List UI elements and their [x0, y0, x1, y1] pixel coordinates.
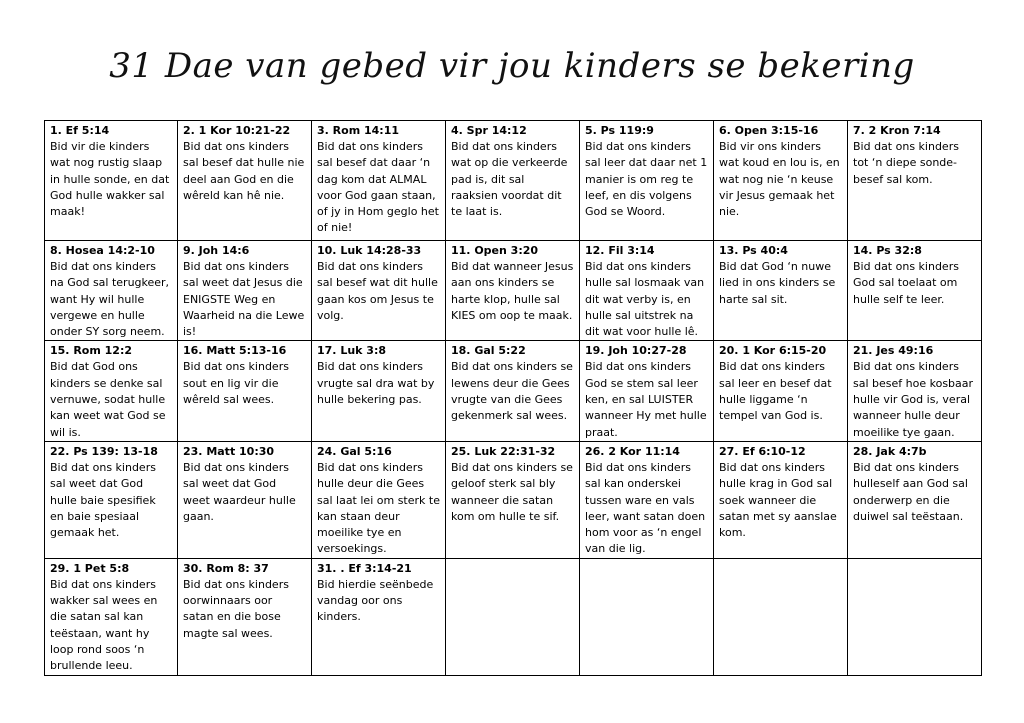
- calendar-row: [45, 121, 982, 241]
- day-reference: 22. Ps 139: 13-18: [50, 444, 158, 458]
- day-cell: [714, 241, 848, 341]
- day-cell: [848, 121, 982, 241]
- empty-cell: [580, 558, 714, 675]
- day-prayer-text: Bid dat ons kinders sal besef dat hulle nie deel aan God en die wêreld kan hê nie.: [183, 140, 305, 202]
- day-reference: 15. Rom 12:2: [50, 344, 132, 358]
- day-prayer-text: Bid dat ons kinders sal weet dat God hulle baie spesifiek en baie spesiaal gemaak het.: [50, 460, 156, 540]
- day-cell: [312, 441, 446, 558]
- day-cell: [580, 241, 714, 341]
- day-prayer-text: Bid dat ons kinders hulleself aan God sal onderwerp en die duiwel sal teëstaan.: [853, 460, 968, 523]
- day-reference: 21. Jes 49:16: [853, 344, 934, 358]
- day-prayer-text: Bid dat ons kinders na God sal terugkeer, want Hy wil hulle vergewe en hulle onder SY sorg neem.: [50, 260, 170, 339]
- day-cell: [848, 341, 982, 441]
- day-cell: [714, 441, 848, 558]
- calendar-row: [45, 441, 982, 558]
- day-reference: 28. Jak 4:7b: [853, 444, 927, 458]
- day-prayer-text: Bid dat ons kinders vrugte sal dra wat by hulle bekering pas.: [317, 360, 435, 407]
- day-reference: 19. Joh 10:27-28: [585, 344, 687, 358]
- day-cell: [848, 441, 982, 558]
- day-cell: [312, 558, 446, 675]
- day-prayer-text: Bid dat ons kinders hulle krag in God sal soek wanneer die satan met sy aanslae kom.: [719, 460, 837, 540]
- day-reference: 1. Ef 5:14: [50, 124, 110, 137]
- day-cell: [178, 341, 312, 441]
- day-prayer-text: Bid dat ons kinders sal besef hoe kosbaar hulle vir God is, veral wanneer hulle deur moeilike tye gaan.: [853, 360, 974, 439]
- day-reference: 13. Ps 40:4: [719, 244, 788, 257]
- day-reference: 3. Rom 14:11: [317, 124, 399, 137]
- day-reference: 7. 2 Kron 7:14: [853, 124, 941, 137]
- day-reference: 11. Open 3:20: [451, 244, 539, 257]
- day-cell: [446, 441, 580, 558]
- day-cell: [45, 441, 178, 558]
- day-prayer-text: Bid dat ons kinders sal leer en besef dat hulle liggame ‘n tempel van God is.: [719, 360, 832, 423]
- day-reference: 12. Fil 3:14: [585, 244, 655, 257]
- day-reference: 2. 1 Kor 10:21-22: [183, 124, 291, 137]
- page-title: 31 Dae van gebed vir jou kinders se bekering: [109, 46, 915, 86]
- day-cell: [446, 121, 580, 241]
- calendar-row: [45, 558, 982, 675]
- day-cell: [312, 121, 446, 241]
- day-prayer-text: Bid dat wanneer Jesus aan ons kinders se harte klop, hulle sal KIES om oop te maak.: [451, 260, 574, 322]
- day-cell: [848, 241, 982, 341]
- day-cell: [45, 121, 178, 241]
- day-cell: [446, 341, 580, 441]
- day-prayer-text: Bid dat ons kinders wakker sal wees en die satan sal kan teëstaan, want hy loop rond soos ‘n brullende leeu.: [50, 577, 158, 673]
- day-prayer-text: Bid hierdie seënbede vandag oor ons kinders.: [317, 577, 434, 624]
- day-prayer-text: Bid dat ons kinders sal weet dat God weet waardeur hulle gaan.: [183, 460, 296, 523]
- day-reference: 25. Luk 22:31-32: [451, 444, 556, 458]
- day-prayer-text: Bid dat ons kinders hulle sal losmaak van dit wat verby is, en hulle sal uitstrek na dit wat voor hulle lê.: [585, 260, 705, 339]
- day-cell: [580, 121, 714, 241]
- day-prayer-text: Bid vir ons kinders wat koud en lou is, en wat nog nie ‘n keuse vir Jesus gemaak het nie.: [719, 140, 840, 219]
- empty-cell: [848, 558, 982, 675]
- day-cell: [312, 341, 446, 441]
- day-cell: [45, 341, 178, 441]
- day-prayer-text: Bid dat ons kinders sal besef dat daar ‘n dag kom dat ALMAL voor God gaan staan, of jy in Hom geglo het of nie!: [317, 140, 439, 235]
- calendar-row: [45, 341, 982, 441]
- day-cell: [45, 558, 178, 675]
- day-cell: [714, 121, 848, 241]
- day-prayer-text: Bid dat ons kinders sal kan onderskei tussen ware en vals leer, want satan doen hom voor as ‘n engel van die lig.: [585, 460, 706, 556]
- day-prayer-text: Bid dat ons kinders se lewens deur die Gees vrugte van die Gees gekenmerk sal wees.: [451, 360, 573, 423]
- day-prayer-text: Bid dat ons kinders sout en lig vir die wêreld sal wees.: [183, 360, 289, 407]
- calendar-row: [45, 241, 982, 341]
- day-cell: [580, 341, 714, 441]
- day-prayer-text: Bid dat ons kinders God sal toelaat om hulle self te leer.: [853, 260, 959, 306]
- day-reference: 6. Open 3:15-16: [719, 124, 819, 137]
- day-prayer-text: Bid dat ons kinders hulle deur die Gees sal laat lei om sterk te kan staan deur moeilike tye en versoekings.: [317, 460, 440, 556]
- day-reference: 24. Gal 5:16: [317, 444, 392, 458]
- day-reference: 30. Rom 8: 37: [183, 561, 269, 575]
- day-cell: [312, 241, 446, 341]
- day-prayer-text: Bid dat God ons kinders se denke sal vernuwe, sodat hulle kan weet wat God se wil is.: [50, 360, 166, 439]
- day-prayer-text: Bid dat ons kinders sal weet dat Jesus die ENIGSTE Weg en Waarheid na die Lewe is!: [183, 260, 305, 339]
- day-reference: 31. . Ef 3:14-21: [317, 561, 412, 575]
- day-cell: [178, 121, 312, 241]
- day-prayer-text: Bid dat ons kinders wat op die verkeerde pad is, dit sal raaksien voordat dit te laat is.: [451, 140, 568, 219]
- day-reference: 9. Joh 14:6: [183, 244, 250, 257]
- day-prayer-text: Bid dat God ‘n nuwe lied in ons kinders se harte sal sit.: [719, 260, 836, 306]
- day-reference: 27. Ef 6:10-12: [719, 444, 806, 458]
- day-reference: 14. Ps 32:8: [853, 244, 922, 257]
- day-cell: [178, 441, 312, 558]
- day-prayer-text: Bid dat ons kinders God se stem sal leer ken, en sal LUISTER wanneer Hy met hulle praat.: [585, 360, 707, 439]
- prayer-calendar-table: [44, 120, 982, 676]
- day-reference: 10. Luk 14:28-33: [317, 244, 422, 257]
- day-prayer-text: Bid dat ons kinders tot ‘n diepe sonde-besef sal kom.: [853, 140, 959, 186]
- day-cell: [178, 558, 312, 675]
- day-reference: 16. Matt 5:13-16: [183, 344, 287, 358]
- day-reference: 18. Gal 5:22: [451, 344, 526, 358]
- day-cell: [580, 441, 714, 558]
- day-cell: [446, 241, 580, 341]
- day-reference: 4. Spr 14:12: [451, 124, 527, 137]
- day-reference: 26. 2 Kor 11:14: [585, 444, 680, 458]
- day-reference: 17. Luk 3:8: [317, 344, 387, 358]
- day-prayer-text: Bid dat ons kinders sal besef wat dit hulle gaan kos om Jesus te volg.: [317, 260, 438, 322]
- day-reference: 8. Hosea 14:2-10: [50, 244, 155, 257]
- day-reference: 29. 1 Pet 5:8: [50, 561, 130, 575]
- day-cell: [178, 241, 312, 341]
- empty-cell: [714, 558, 848, 675]
- empty-cell: [446, 558, 580, 675]
- day-reference: 20. 1 Kor 6:15-20: [719, 344, 827, 358]
- day-reference: 5. Ps 119:9: [585, 124, 654, 137]
- day-reference: 23. Matt 10:30: [183, 444, 275, 458]
- day-prayer-text: Bid dat ons kinders oorwinnaars oor satan en die bose magte sal wees.: [183, 577, 289, 640]
- day-prayer-text: Bid dat ons kinders se geloof sterk sal bly wanneer die satan kom om hulle te sif.: [451, 460, 573, 523]
- day-prayer-text: Bid vir die kinders wat nog rustig slaap in hulle sonde, en dat God hulle wakker sal maak!: [50, 140, 170, 219]
- day-cell: [45, 241, 178, 341]
- day-prayer-text: Bid dat ons kinders sal leer dat daar net 1 manier is om reg te leef, en dis volgens God se Woord.: [585, 140, 708, 219]
- day-cell: [714, 341, 848, 441]
